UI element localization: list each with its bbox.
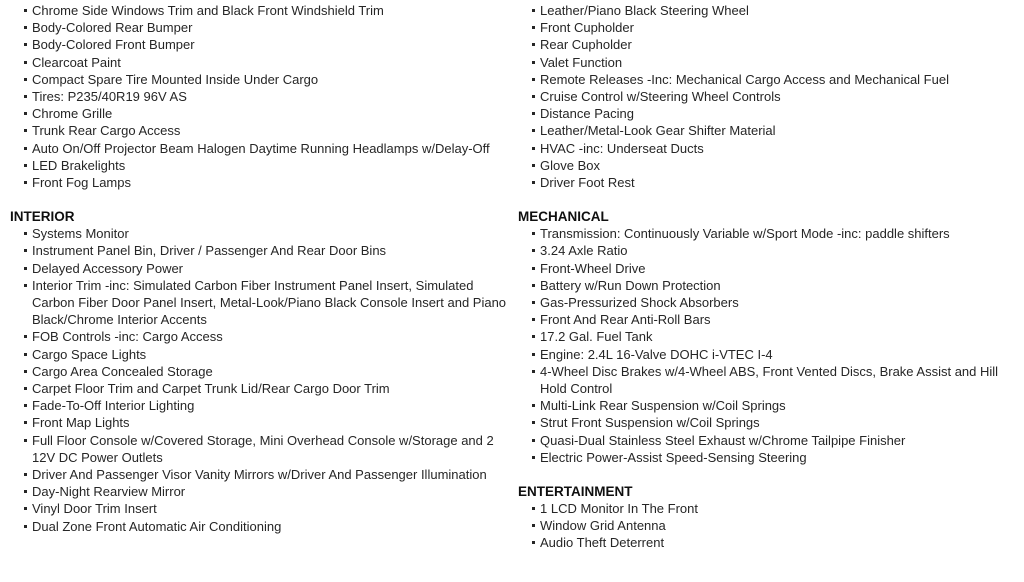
bullet-icon xyxy=(22,380,32,397)
feature-text: Instrument Panel Bin, Driver / Passenger And Rear Door Bins xyxy=(32,243,387,259)
bullet-icon xyxy=(22,260,32,277)
feature-item xyxy=(530,71,1018,88)
feature-item xyxy=(530,122,1018,139)
feature-item xyxy=(530,397,1018,414)
feature-text: Gas-Pressurized Shock Absorbers xyxy=(540,295,739,311)
bullet-icon xyxy=(22,2,32,19)
feature-item xyxy=(22,380,518,397)
feature-text: LED Brakelights xyxy=(32,157,126,173)
feature-text: Driver Foot Rest xyxy=(540,175,635,191)
bullet-icon xyxy=(530,122,540,139)
feature-item xyxy=(22,260,518,277)
feature-text: Front-Wheel Drive xyxy=(540,260,646,276)
feature-text: Electric Power-Assist Speed-Sensing Steering xyxy=(540,449,807,465)
features-section-entertainment xyxy=(518,483,1018,552)
bullet-icon xyxy=(530,105,540,122)
bullet-icon xyxy=(530,140,540,157)
bullet-icon xyxy=(22,242,32,259)
feature-text: Strut Front Suspension w/Coil Springs xyxy=(540,415,760,431)
feature-item xyxy=(530,157,1018,174)
feature-item xyxy=(22,140,518,157)
bullet-icon xyxy=(530,2,540,19)
feature-text: Fade-To-Off Interior Lighting xyxy=(32,398,195,414)
feature-text: Body-Colored Rear Bumper xyxy=(32,20,193,36)
bullet-icon xyxy=(530,534,540,551)
feature-text: Cargo Space Lights xyxy=(32,346,147,362)
feature-text: 3.24 Axle Ratio xyxy=(540,243,628,259)
bullet-icon xyxy=(530,242,540,259)
feature-item xyxy=(22,122,518,139)
feature-item xyxy=(530,346,1018,363)
bullet-icon xyxy=(22,71,32,88)
feature-text: Cruise Control w/Steering Wheel Controls xyxy=(540,89,781,105)
feature-item xyxy=(530,414,1018,431)
features-section xyxy=(518,2,1018,191)
feature-item xyxy=(22,105,518,122)
feature-text: Front Map Lights xyxy=(32,415,130,431)
feature-text: Driver And Passenger Visor Vanity Mirrors w/Driver And Passenger Illumination xyxy=(32,467,487,483)
feature-item xyxy=(22,2,518,19)
bullet-icon xyxy=(22,363,32,380)
bullet-icon xyxy=(530,311,540,328)
feature-item xyxy=(530,36,1018,53)
feature-item xyxy=(530,517,1018,534)
section-heading: INTERIOR xyxy=(10,209,75,225)
feature-text: Body-Colored Front Bumper xyxy=(32,37,195,53)
feature-text: FOB Controls -inc: Cargo Access xyxy=(32,329,223,345)
bullet-icon xyxy=(530,432,540,449)
bullet-icon xyxy=(22,346,32,363)
bullet-icon xyxy=(530,500,540,517)
feature-item xyxy=(530,242,1018,259)
bullet-icon xyxy=(530,328,540,345)
feature-text: Auto On/Off Projector Beam Halogen Daytime Running Headlamps w/Delay-Off xyxy=(32,140,490,156)
feature-text: Full Floor Console w/Covered Storage, Mini Overhead Console w/Storage and 2 12V DC Power Outlets xyxy=(32,432,494,465)
bullet-icon xyxy=(22,500,32,517)
feature-text: 1 LCD Monitor In The Front xyxy=(540,501,698,517)
feature-text: Day-Night Rearview Mirror xyxy=(32,484,186,500)
feature-item xyxy=(530,260,1018,277)
feature-item xyxy=(530,363,1018,397)
feature-item xyxy=(22,277,518,329)
feature-item xyxy=(530,277,1018,294)
feature-item xyxy=(530,449,1018,466)
feature-text: Front Fog Lamps xyxy=(32,175,131,191)
feature-text: Leather/Metal-Look Gear Shifter Material xyxy=(540,123,776,139)
feature-item xyxy=(22,500,518,517)
features-section-mechanical xyxy=(518,208,1018,466)
feature-text: Transmission: Continuously Variable w/Sport Mode -inc: paddle shifters xyxy=(540,226,950,242)
feature-item xyxy=(22,88,518,105)
feature-text: Tires: P235/40R19 96V AS xyxy=(32,89,187,105)
bullet-icon xyxy=(22,157,32,174)
bullet-icon xyxy=(530,277,540,294)
bullet-icon xyxy=(530,174,540,191)
feature-item xyxy=(22,36,518,53)
feature-text: Compact Spare Tire Mounted Inside Under Cargo xyxy=(32,71,319,87)
bullet-icon xyxy=(22,277,32,329)
bullet-icon xyxy=(22,328,32,345)
features-column-right xyxy=(518,2,1018,582)
feature-item xyxy=(530,225,1018,242)
bullet-icon xyxy=(22,36,32,53)
feature-item xyxy=(530,534,1018,551)
bullet-icon xyxy=(22,225,32,242)
feature-text: Rear Cupholder xyxy=(540,37,632,53)
bullet-icon xyxy=(22,19,32,36)
features-section-interior xyxy=(10,208,518,535)
feature-text: Front Cupholder xyxy=(540,20,634,36)
feature-text: Remote Releases -Inc: Mechanical Cargo Access and Mechanical Fuel xyxy=(540,71,949,87)
feature-item xyxy=(22,71,518,88)
feature-item xyxy=(22,414,518,431)
bullet-icon xyxy=(22,432,32,466)
feature-text: Quasi-Dual Stainless Steel Exhaust w/Chrome Tailpipe Finisher xyxy=(540,432,906,448)
feature-text: Window Grid Antenna xyxy=(540,518,666,534)
feature-text: Glove Box xyxy=(540,157,600,173)
features-section xyxy=(10,2,518,191)
features-column-left xyxy=(10,2,518,582)
feature-item xyxy=(530,328,1018,345)
bullet-icon xyxy=(22,397,32,414)
feature-text: Interior Trim -inc: Simulated Carbon Fiber Instrument Panel Insert, Simulated Carbon Fiber Door Panel Insert, Metal-Look/Piano Black Console Insert and Piano Black/Chrome Interior Accents xyxy=(32,277,507,328)
bullet-icon xyxy=(530,157,540,174)
feature-text: Trunk Rear Cargo Access xyxy=(32,123,181,139)
feature-item xyxy=(530,105,1018,122)
feature-item xyxy=(22,363,518,380)
bullet-icon xyxy=(22,483,32,500)
bullet-icon xyxy=(530,414,540,431)
feature-text: Cargo Area Concealed Storage xyxy=(32,363,213,379)
feature-item xyxy=(22,19,518,36)
bullet-icon xyxy=(530,36,540,53)
feature-item xyxy=(530,174,1018,191)
feature-item xyxy=(22,432,518,466)
bullet-icon xyxy=(530,294,540,311)
feature-text: Multi-Link Rear Suspension w/Coil Springs xyxy=(540,398,786,414)
bullet-icon xyxy=(530,260,540,277)
bullet-icon xyxy=(530,54,540,71)
bullet-icon xyxy=(530,71,540,88)
bullet-icon xyxy=(22,122,32,139)
feature-text: 4-Wheel Disc Brakes w/4-Wheel ABS, Front Vented Discs, Brake Assist and Hill Hold Control xyxy=(540,363,999,397)
feature-item xyxy=(22,346,518,363)
bullet-icon xyxy=(530,88,540,105)
feature-text: HVAC -inc: Underseat Ducts xyxy=(540,140,704,156)
feature-item xyxy=(22,157,518,174)
feature-text: Carpet Floor Trim and Carpet Trunk Lid/Rear Cargo Door Trim xyxy=(32,381,390,397)
feature-item xyxy=(22,328,518,345)
feature-text: Engine: 2.4L 16-Valve DOHC i-VTEC I-4 xyxy=(540,346,773,362)
feature-text: Front And Rear Anti-Roll Bars xyxy=(540,312,711,328)
feature-text: Chrome Grille xyxy=(32,106,113,122)
bullet-icon xyxy=(22,466,32,483)
feature-text: Systems Monitor xyxy=(32,226,129,242)
feature-item xyxy=(530,54,1018,71)
feature-item xyxy=(530,311,1018,328)
feature-text: 17.2 Gal. Fuel Tank xyxy=(540,329,653,345)
bullet-icon xyxy=(22,88,32,105)
feature-item xyxy=(22,225,518,242)
bullet-icon xyxy=(530,225,540,242)
feature-text: Dual Zone Front Automatic Air Conditioning xyxy=(32,518,282,534)
bullet-icon xyxy=(530,363,540,397)
feature-text: Chrome Side Windows Trim and Black Front Windshield Trim xyxy=(32,3,384,18)
bullet-icon xyxy=(530,449,540,466)
bullet-icon xyxy=(22,414,32,431)
bullet-icon xyxy=(22,105,32,122)
bullet-icon xyxy=(530,397,540,414)
feature-item xyxy=(22,483,518,500)
feature-item xyxy=(22,54,518,71)
feature-item xyxy=(530,432,1018,449)
bullet-icon xyxy=(530,346,540,363)
bullet-icon xyxy=(530,19,540,36)
feature-text: Clearcoat Paint xyxy=(32,54,121,70)
bullet-icon xyxy=(22,174,32,191)
feature-text: Distance Pacing xyxy=(540,106,634,122)
feature-text: Battery w/Run Down Protection xyxy=(540,277,721,293)
feature-text: Delayed Accessory Power xyxy=(32,260,184,276)
feature-item xyxy=(22,397,518,414)
feature-item xyxy=(22,518,518,535)
section-heading: MECHANICAL xyxy=(518,209,609,225)
feature-item xyxy=(22,466,518,483)
feature-text: Valet Function xyxy=(540,54,623,70)
feature-item xyxy=(530,294,1018,311)
feature-item xyxy=(22,174,518,191)
bullet-icon xyxy=(530,517,540,534)
bullet-icon xyxy=(22,518,32,535)
bullet-icon xyxy=(22,140,32,157)
feature-text: Audio Theft Deterrent xyxy=(540,535,665,551)
feature-item xyxy=(530,500,1018,517)
feature-text: Leather/Piano Black Steering Wheel xyxy=(540,3,749,18)
section-heading: ENTERTAINMENT xyxy=(518,484,633,500)
feature-item xyxy=(530,2,1018,19)
feature-item xyxy=(530,88,1018,105)
bullet-icon xyxy=(22,54,32,71)
feature-item xyxy=(530,19,1018,36)
feature-item xyxy=(22,242,518,259)
feature-item xyxy=(530,140,1018,157)
feature-text: Vinyl Door Trim Insert xyxy=(32,501,157,517)
